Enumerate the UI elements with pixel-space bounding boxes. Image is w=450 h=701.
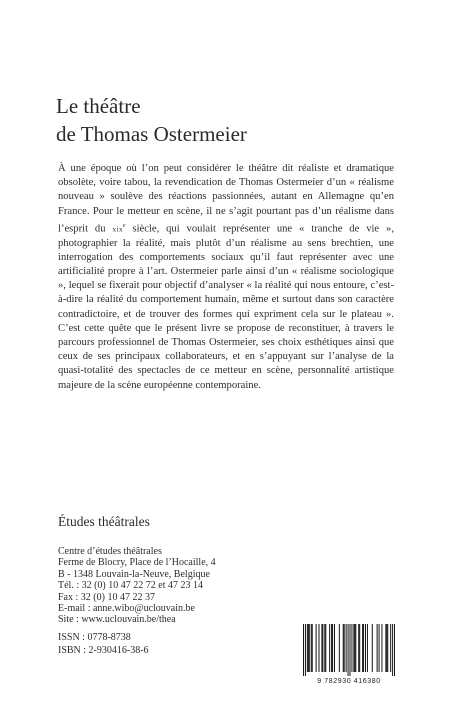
barcode-bar xyxy=(309,624,310,672)
barcode-bar xyxy=(325,624,326,672)
address-line: B - 1348 Louvain-la-Neuve, Belgique xyxy=(58,568,210,580)
barcode-bar xyxy=(385,624,386,672)
century-numeral: xix xyxy=(112,224,123,234)
fax-line: Fax : 32 (0) 10 47 22 37 xyxy=(58,591,155,603)
address-line: Ferme de Blocry, Place de l’Hocaille, 4 xyxy=(58,557,216,569)
barcode-bar xyxy=(329,624,330,672)
century-superscript: e xyxy=(122,222,126,229)
barcode-bars xyxy=(303,624,395,676)
blurb-text-1: À une époque où l’on peut considérer le théâtre dit réaliste et dramatique obsolète, voire tabou, la revendication de Thomas Ostermeier d’un « réalisme nouveau » soulève des réactions passionnées, autant en Allemagne qu’en France. Pour le metteur en scène, il ne s’agit pourtant pas d’un réalisme dans l’esprit du xyxy=(58,163,394,235)
barcode-bar xyxy=(332,624,333,672)
barcode-bar xyxy=(349,624,350,676)
barcode-bar xyxy=(365,624,366,672)
barcode-bar xyxy=(394,624,395,676)
barcode-bar xyxy=(362,624,363,672)
barcode-bar xyxy=(343,624,344,672)
barcode-bar xyxy=(386,624,387,672)
barcode-bar xyxy=(334,624,335,672)
barcode-bar xyxy=(390,624,391,672)
title-line-1: Le théâtre xyxy=(56,94,141,118)
barcode-bar xyxy=(311,624,312,672)
publisher-address xyxy=(58,546,216,626)
address-line: Centre d’études théâtrales xyxy=(58,546,162,557)
website-line: Site : www.uclouvain.be/thea xyxy=(58,614,176,626)
barcode-bar xyxy=(303,624,304,676)
barcode-bar xyxy=(331,624,332,672)
book-title xyxy=(56,92,247,148)
identifiers xyxy=(58,632,149,657)
barcode-bar xyxy=(367,624,368,672)
phone-line: Tél. : 32 (0) 10 47 22 72 et 47 23 14 xyxy=(58,580,203,592)
barcode xyxy=(303,624,395,685)
barcode-bar xyxy=(346,624,347,672)
barcode-bar xyxy=(307,624,308,672)
barcode-bar xyxy=(308,624,309,672)
barcode-bar xyxy=(344,624,345,672)
back-cover-blurb xyxy=(58,162,394,393)
barcode-bar xyxy=(321,624,322,672)
barcode-bar xyxy=(363,624,364,672)
barcode-bar xyxy=(348,624,349,676)
barcode-bar xyxy=(377,624,378,672)
barcode-bar xyxy=(324,624,325,672)
barcode-bar xyxy=(355,624,356,672)
blurb-text-2: siècle, qui voulait représenter une « tranche de vie », photographier la réalité, mais plutôt d’un réalisme au sens brechtien, une interrogation des comportements sociaux qu’il faut représenter avec une artificialité propre à l’art. Ostermeier parle ainsi d’un « réalisme sociologique », lequel se fixerait pour objectif d’analyser « la réalité qui nous entoure, c’est-à-dire la réalité du comportement humain, même et surtout dans son caractère contradictoire, et de trouver des formes qui expriment cela sur le plateau ». C’est cette quête que le présent livre se propose de reconstituer, à travers le parcours professionnel de Thomas Ostermeier, ses choix esthétiques ainsi que ceux de ses principaux collaborateurs, et en s’appuyant sur l’analyse de la quasi-totalité des spectacles de ce metteur en scène, personnalité artistique majeure de la scène européenne contemporaine. xyxy=(58,223,394,391)
barcode-bar xyxy=(359,624,360,672)
barcode-bar xyxy=(392,624,393,676)
barcode-bar xyxy=(339,624,340,672)
barcode-bar xyxy=(387,624,388,672)
barcode-bar xyxy=(381,624,382,672)
barcode-bar xyxy=(379,624,380,672)
barcode-bar xyxy=(312,624,313,672)
barcode-bar xyxy=(372,624,373,672)
barcode-bar xyxy=(353,624,354,672)
barcode-bar xyxy=(322,624,323,672)
title-line-2: de Thomas Ostermeier xyxy=(56,122,247,146)
barcode-bar xyxy=(351,624,352,672)
series-name: Études théâtrales xyxy=(58,514,150,529)
barcode-bar xyxy=(316,624,317,672)
barcode-bar xyxy=(354,624,355,672)
issn-number: ISSN : 0778-8738 xyxy=(58,632,131,643)
barcode-bar xyxy=(358,624,359,672)
barcode-bar xyxy=(318,624,319,672)
email-line: E-mail : anne.wibo@uclouvain.be xyxy=(58,603,195,615)
barcode-bar xyxy=(305,624,306,676)
isbn-number: ISBN : 2-930416-38-6 xyxy=(58,644,149,656)
barcode-number: 9 782930 416380 xyxy=(317,678,381,685)
